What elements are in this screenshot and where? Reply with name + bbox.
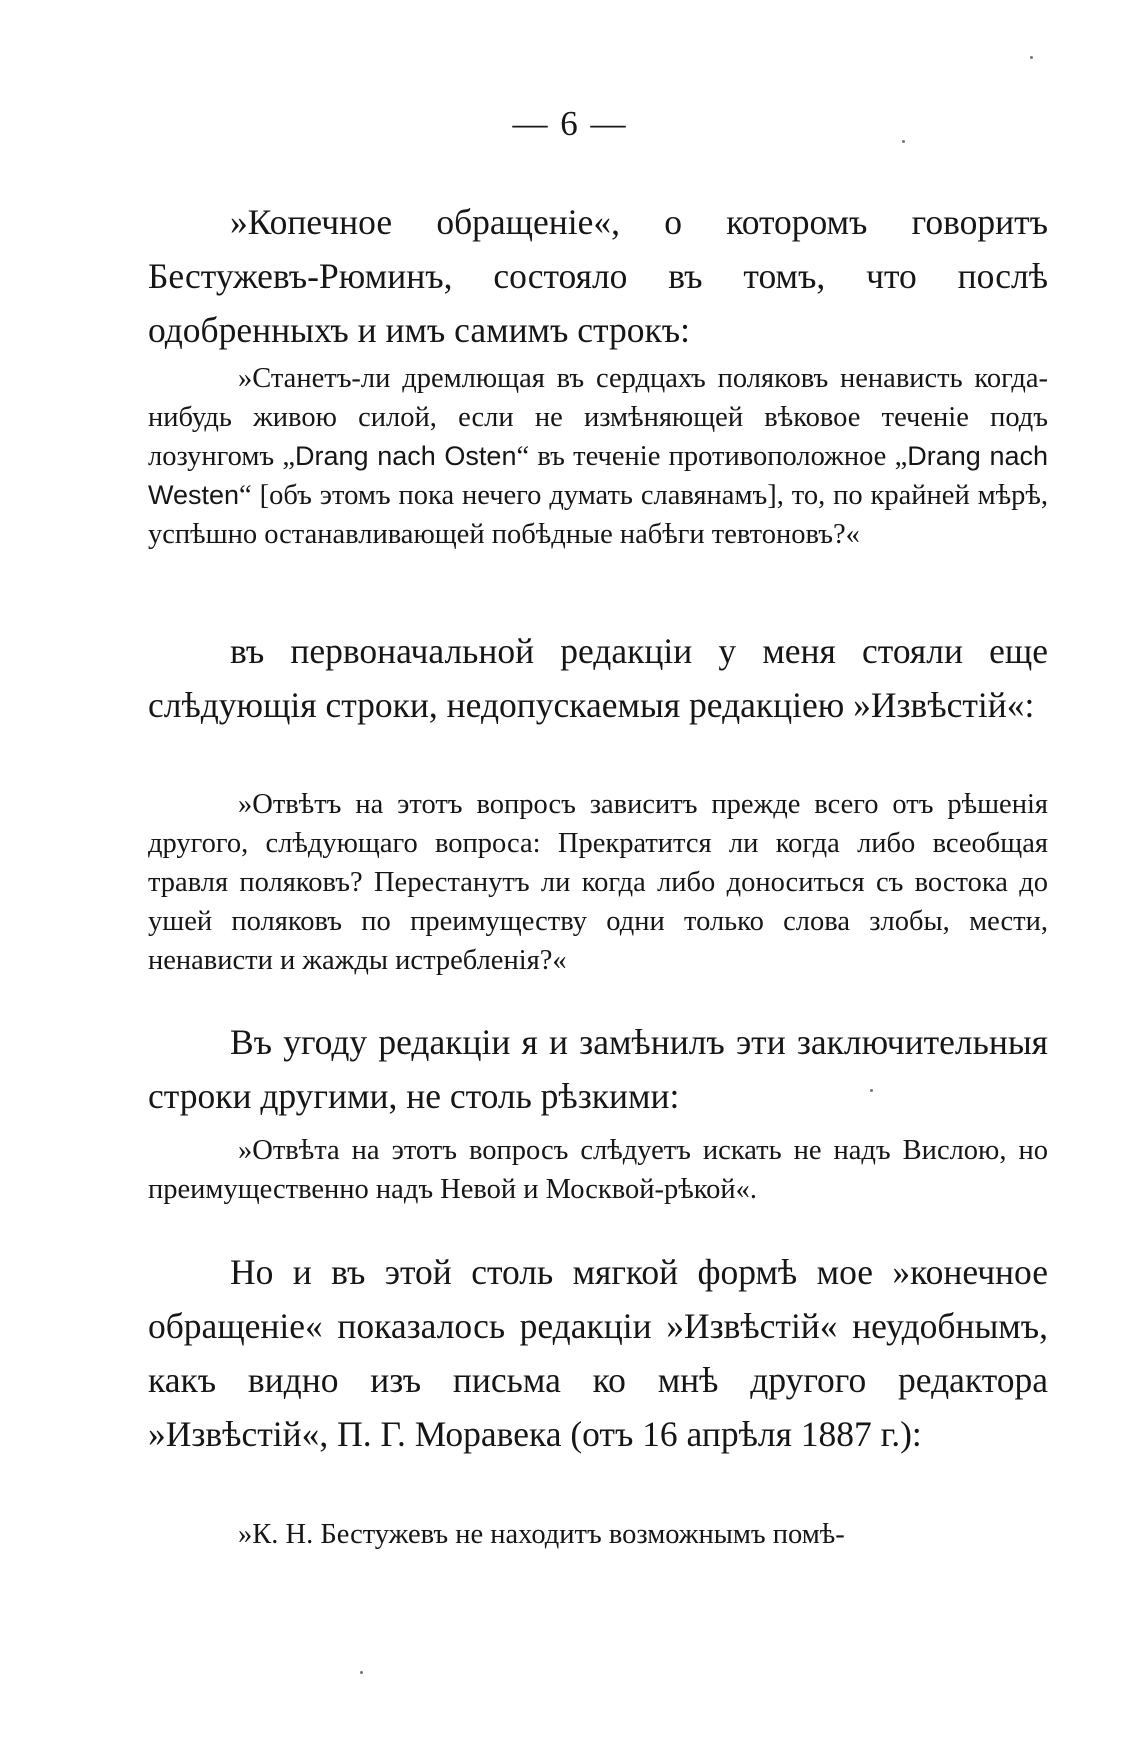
paper-speck: [1030, 56, 1033, 59]
paragraph-final-appeal: [148, 195, 1048, 357]
paragraph-replacement: [148, 1015, 1048, 1123]
quote-text-part: “ [объ этомъ пока нечего думать славянамъ], то, по крайней мѣрѣ, успѣшно останавливающей побѣдные набѣги тевтоновъ?«: [148, 480, 1048, 550]
page-number: — 6 —: [512, 104, 628, 143]
quote-text: »Отвѣта на этотъ вопросъ слѣдуетъ искать не надъ Вислою, но преимущественно надъ Невой и Москвой-рѣкой«.: [148, 1135, 1048, 1205]
quote-text: »Отвѣтъ на этотъ вопросъ зависитъ прежде всего отъ рѣшенія другого, слѣдующаго вопроса: Прекратится ли когда либо всеобщая травля поляковъ? Перестанутъ ли когда либо доноситься съ востока до ушей поляковъ по преимуществу одни только слова злобы, мести, ненависти и жажды истребленія?«: [148, 789, 1048, 976]
quote-text-part: “ въ теченіе противоположное „: [516, 441, 908, 472]
quote-bestuzhev: [148, 1515, 1048, 1554]
paragraph-text: Въ угоду редакціи я и замѣнилъ эти заключительныя строки другими, не столь рѣзкими:: [148, 1022, 1048, 1116]
quote-drang-nach-osten: [148, 359, 1048, 554]
paper-speck: [902, 140, 905, 143]
quote-vistula: [148, 1131, 1048, 1209]
quote-text: »К. Н. Бестужевъ не находитъ возможнымъ помѣ-: [238, 1519, 845, 1550]
paragraph-text: въ первоначальной редакціи у меня стояли еще слѣдующія строки, недопускаемыя редакціею »Извѣстій«:: [148, 631, 1048, 725]
quote-text: [148, 359, 1048, 554]
quote-answer-question: [148, 785, 1048, 980]
paragraph-text: Но и въ этой столь мягкой формѣ мое »конечное обращеніе« показалось редакціи »Извѣстій« неудобнымъ, какъ видно изъ письма ко мнѣ другого редактора »Извѣстій«, П. Г. Моравека (отъ 16 апрѣля 1887 г.):: [148, 1252, 1048, 1454]
antiqua-phrase: Drang nach Westen: [148, 441, 1048, 510]
paragraph-moravek-letter: [148, 1245, 1048, 1461]
antiqua-phrase: Drang nach Osten: [295, 441, 517, 471]
quote-text-part: »Станетъ-ли дремлющая въ сердцахъ поляковъ ненависть когда-нибудь живою силой, если не измѣняющей вѣковое теченіе подъ лозунгомъ „: [148, 363, 1048, 472]
paper-speck: [360, 1671, 363, 1674]
paragraph-original-edition: [148, 624, 1048, 732]
paragraph-text: »Копечное обращеніе«, о которомъ говоритъ Бестужевъ-Рюминъ, состояло въ томъ, что послѣ одобренныхъ и имъ самимъ строкъ:: [148, 202, 1048, 350]
paper-speck: [870, 1089, 873, 1092]
